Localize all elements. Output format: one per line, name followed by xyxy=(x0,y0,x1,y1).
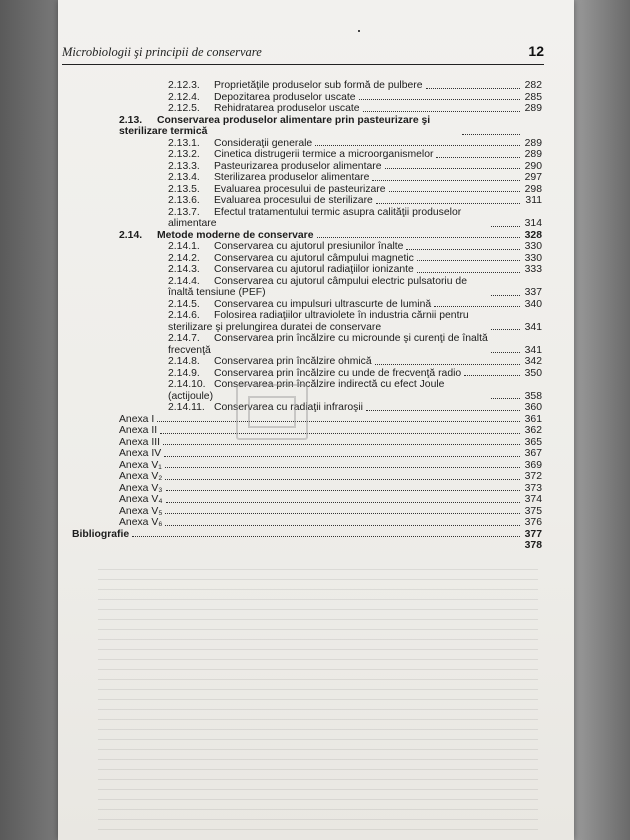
leader-dots xyxy=(491,352,520,353)
toc-entry xyxy=(72,517,542,529)
toc-entry-label: Conservarea cu ajutorul radiaţiilor ionizante xyxy=(214,264,414,275)
toc-entry-label: Conservarea prin încălzire ohmică xyxy=(214,356,372,367)
toc-entry xyxy=(72,172,542,184)
toc-entry-number: 2.13.4. xyxy=(168,172,200,183)
watermark-inner xyxy=(248,396,296,428)
toc-entry-page: 376 xyxy=(524,517,542,528)
toc-entry-number: 2.13. xyxy=(119,114,143,126)
toc-entry xyxy=(72,80,542,92)
toc-entry xyxy=(72,241,542,253)
toc-entry-page: 333 xyxy=(524,264,542,275)
toc-entry-label: Anexa II xyxy=(119,425,158,436)
leader-dots xyxy=(132,536,520,537)
toc-entry xyxy=(72,138,542,150)
toc-entry-number: 2.14.7. xyxy=(168,333,200,344)
toc-entry-text xyxy=(168,161,382,173)
toc-entry-label: Metode moderne de conservare xyxy=(157,229,314,241)
toc-entry-number: 2.12.4. xyxy=(168,91,200,103)
toc-entry xyxy=(72,310,542,333)
toc-entry-page: 289 xyxy=(524,137,542,149)
leader-dots xyxy=(165,513,520,514)
toc-entry-page: 374 xyxy=(524,494,542,505)
toc-entry-page: 290 xyxy=(524,160,542,172)
leader-dots xyxy=(317,237,521,238)
toc-entry xyxy=(72,529,542,541)
toc-entry-text xyxy=(119,448,161,460)
ink-speck xyxy=(358,30,360,32)
toc-entry xyxy=(72,471,542,483)
toc-entry-label: Conservarea prin încălzire cu microunde şi curenţi de înaltă frecvenţă xyxy=(168,333,491,356)
toc-entry-label: Sterilizarea produselor alimentare xyxy=(214,172,370,183)
leader-dots xyxy=(163,444,520,445)
toc-entry-text xyxy=(119,115,459,138)
leader-dots xyxy=(165,479,520,480)
toc-entry-text xyxy=(168,379,488,402)
leader-dots xyxy=(375,364,520,365)
toc-entry-text xyxy=(168,149,433,161)
toc-entry-number: 2.14.8. xyxy=(168,356,200,367)
toc-entry-text xyxy=(168,184,386,196)
leader-dots xyxy=(157,421,520,422)
toc-entry xyxy=(72,333,542,356)
toc-entry-label: Anexa IV xyxy=(119,448,162,459)
watermark-icon xyxy=(236,384,308,440)
toc-entry-text xyxy=(168,368,461,380)
leader-dots xyxy=(389,191,520,192)
toc-entry-label: Anexa V₄ xyxy=(119,494,163,505)
background-right xyxy=(574,0,630,840)
leader-dots xyxy=(462,134,520,135)
toc-entry xyxy=(72,368,542,380)
toc-entry xyxy=(72,195,542,207)
leader-dots xyxy=(165,467,520,468)
toc-entry-label: Conservarea cu ajutorul câmpului magnetic xyxy=(214,252,414,264)
toc-entry-label: Anexa V₅ xyxy=(119,505,163,517)
toc-entry-number: 2.14.3. xyxy=(168,264,200,275)
bleed-through-texture xyxy=(98,560,538,830)
leader-dots xyxy=(406,249,520,250)
toc-entry xyxy=(72,299,542,311)
leader-dots xyxy=(464,375,520,376)
toc-entry-page: 365 xyxy=(524,436,542,448)
toc-entry xyxy=(72,161,542,173)
toc-entry-label: Anexa V₃ xyxy=(119,482,163,494)
leader-dots xyxy=(166,490,520,491)
leader-dots xyxy=(491,398,520,399)
toc-entry-page: 282 xyxy=(524,80,542,91)
toc-entry-number: 2.14.1. xyxy=(168,241,200,252)
toc-entry-text xyxy=(168,172,369,184)
toc-entry-number: 2.13.5. xyxy=(168,183,200,195)
toc-entry-text xyxy=(168,195,373,207)
toc-entry xyxy=(72,356,542,368)
toc-entry-page: 342 xyxy=(524,356,542,367)
toc-entry xyxy=(72,506,542,518)
toc-entry-text xyxy=(119,414,154,426)
toc-entry xyxy=(72,115,542,138)
toc-entry-label: Depozitarea produselor uscate xyxy=(214,91,356,103)
toc-entry-number: 2.14.5. xyxy=(168,298,200,310)
toc-entry xyxy=(72,207,542,230)
toc-entry-page: 350 xyxy=(524,367,542,379)
toc-entry-label: Evaluarea procesului de pasteurizare xyxy=(214,183,386,195)
toc-entry-label: Anexa V₁ xyxy=(119,459,162,471)
toc-entry-number: 2.14.4. xyxy=(168,275,200,287)
toc-entry-page: 340 xyxy=(524,298,542,310)
toc-entry-page: 285 xyxy=(524,91,542,103)
leader-dots xyxy=(491,226,520,227)
toc-entry-number: 2.13.6. xyxy=(168,195,200,206)
toc-entry-page: 372 xyxy=(524,471,542,482)
leader-dots xyxy=(491,329,520,330)
toc-entry-page: 375 xyxy=(524,505,542,517)
toc-entry-text xyxy=(168,241,403,253)
toc-entry-page: 330 xyxy=(524,241,542,252)
toc-entry-label: Pasteurizarea produselor alimentare xyxy=(214,160,382,172)
toc-entry-page: 362 xyxy=(524,425,542,436)
toc-entry xyxy=(72,103,542,115)
leader-dots xyxy=(491,295,520,296)
toc-entry-text xyxy=(72,529,129,541)
toc-entry xyxy=(72,460,542,472)
leader-dots xyxy=(363,111,520,112)
toc-entry xyxy=(72,264,542,276)
header-page-number: 12 xyxy=(528,43,544,59)
toc-entry-text xyxy=(168,80,423,92)
toc-entry xyxy=(72,253,542,265)
leader-dots xyxy=(359,99,520,100)
toc-entry-page: 328 xyxy=(524,229,542,241)
toc-entry-label: Anexa I xyxy=(119,413,155,425)
toc-entry-number: 2.13.7. xyxy=(168,206,200,218)
toc-entry-text xyxy=(119,230,314,242)
toc-entry-number: 2.14.11. xyxy=(168,402,205,413)
book-page xyxy=(58,0,574,840)
toc-entry-page: 341 xyxy=(524,321,542,333)
toc-entry-text xyxy=(168,253,414,265)
toc-entry-page: 298 xyxy=(524,183,542,195)
toc-entry-number: 2.13.3. xyxy=(168,160,200,172)
toc-entry-number: 2.13.2. xyxy=(168,149,200,160)
toc-entry-page: 367 xyxy=(524,448,542,459)
toc-entry xyxy=(72,149,542,161)
toc-entry-page: 341 xyxy=(524,344,542,356)
toc-entry xyxy=(72,92,542,104)
leader-dots xyxy=(426,88,520,89)
toc-entry-page: 297 xyxy=(524,172,542,183)
toc-entry-text xyxy=(168,299,431,311)
toc-entry-label: Anexa V₂ xyxy=(119,471,163,482)
header-title: Microbiologii şi principii de conservare xyxy=(62,45,262,59)
toc-entry-page: 361 xyxy=(524,413,542,425)
toc-entry-text xyxy=(119,425,157,437)
leader-dots xyxy=(434,306,520,307)
toc-entry-label: Anexa III xyxy=(119,436,161,448)
toc-entry-page: 289 xyxy=(524,149,542,160)
toc-entry-text xyxy=(168,207,488,230)
toc-entry-label: Conservarea produselor alimentare prin pasteurizare şi sterilizare termică xyxy=(119,114,434,137)
toc-entry-label: Consideraţii generale xyxy=(214,137,313,149)
toc-entry xyxy=(72,540,542,552)
toc-entry xyxy=(72,230,542,242)
toc-entry-page: 378 xyxy=(524,540,542,551)
toc-entry-label: Conservarea prin încălzire cu unde de frecvenţă radio xyxy=(214,367,462,379)
leader-dots xyxy=(417,272,520,273)
toc-entry-number: 2.13.1. xyxy=(168,137,200,149)
leader-dots xyxy=(366,410,520,411)
toc-entry-label: Conservarea cu impulsuri ultrascurte de lumină xyxy=(214,298,432,310)
toc-entry-text xyxy=(119,494,163,506)
toc-entry-label: Anexa V₆ xyxy=(119,517,163,528)
toc-entry xyxy=(72,184,542,196)
running-header xyxy=(62,42,544,65)
toc-entry-text xyxy=(168,138,312,150)
toc-entry-text xyxy=(168,333,491,356)
toc-entry-text xyxy=(168,310,488,333)
toc-entry-label: Evaluarea procesului de sterilizare xyxy=(214,195,373,206)
leader-dots xyxy=(164,456,520,457)
toc-entry-text xyxy=(119,437,160,449)
toc-entry-number: 2.12.5. xyxy=(168,103,200,114)
toc-entry-page: 314 xyxy=(524,218,542,229)
toc-entry-text xyxy=(168,103,360,115)
toc-entry-text xyxy=(119,517,162,529)
toc-entry-label: Proprietăţile produselor sub formă de pulbere xyxy=(214,80,423,91)
toc-entry-text xyxy=(119,471,162,483)
toc-entry-page: 377 xyxy=(524,528,542,540)
toc-entry-label: Conservarea cu radiaţii infraroşii xyxy=(214,402,363,413)
leader-dots xyxy=(417,260,520,261)
toc-entry-page: 373 xyxy=(524,482,542,494)
toc-entry-label: Conservarea cu ajutorul presiunilor înalte xyxy=(214,241,404,252)
toc-entry-label: Efectul tratamentului termic asupra calităţii produselor alimentare xyxy=(168,206,465,229)
toc-entry xyxy=(72,494,542,506)
leader-dots xyxy=(372,180,520,181)
toc-entry-page: 311 xyxy=(525,195,542,206)
toc-entry-number: 2.14.2. xyxy=(168,252,200,264)
toc-entry-page: 330 xyxy=(524,252,542,264)
toc-entry-label: Folosirea radiaţiilor ultraviolete în industria cărnii pentru sterilizare şi prelungirea duratei de conservare xyxy=(168,310,472,333)
toc-entry-number: 2.12.3. xyxy=(168,80,200,91)
leader-dots xyxy=(165,525,520,526)
toc-entry-label: Bibliografie xyxy=(72,528,130,540)
toc-entry-number: 2.14.10. xyxy=(168,379,206,390)
leader-dots xyxy=(385,168,521,169)
toc-entry-text xyxy=(119,460,162,472)
table-of-contents xyxy=(72,80,542,552)
background-left xyxy=(0,0,60,840)
toc-entry-text xyxy=(168,276,488,299)
toc-entry xyxy=(72,448,542,460)
leader-dots xyxy=(166,502,520,503)
toc-entry-page: 369 xyxy=(524,459,542,471)
toc-entry-page: 337 xyxy=(524,287,542,298)
toc-entry-label: Conservarea prin încălzire indirectă cu efect Joule (actijoule) xyxy=(168,379,448,402)
toc-entry-label: Rehidratarea produselor uscate xyxy=(214,103,360,114)
toc-entry-number: 2.14. xyxy=(119,229,143,241)
toc-entry-text xyxy=(168,356,372,368)
leader-dots xyxy=(315,145,520,146)
leader-dots xyxy=(160,433,520,434)
toc-entry-label: Conservarea cu ajutorul câmpului electric pulsatoriu de înaltă tensiune (PEF) xyxy=(168,275,470,298)
toc-entry-page: 360 xyxy=(524,402,542,413)
toc-entry-text xyxy=(168,92,356,104)
toc-entry-text xyxy=(119,483,163,495)
toc-entry-number: 2.14.6. xyxy=(168,310,200,321)
toc-entry-label: Cinetica distrugerii termice a microorganismelor xyxy=(214,149,434,160)
toc-entry-text xyxy=(119,506,162,518)
toc-entry-page: 289 xyxy=(524,103,542,114)
toc-entry-number: 2.14.9. xyxy=(168,367,200,379)
leader-dots xyxy=(376,203,520,204)
toc-entry xyxy=(72,483,542,495)
toc-entry-text xyxy=(168,264,414,276)
toc-entry xyxy=(72,276,542,299)
toc-entry-page: 358 xyxy=(524,390,542,402)
leader-dots xyxy=(436,157,520,158)
